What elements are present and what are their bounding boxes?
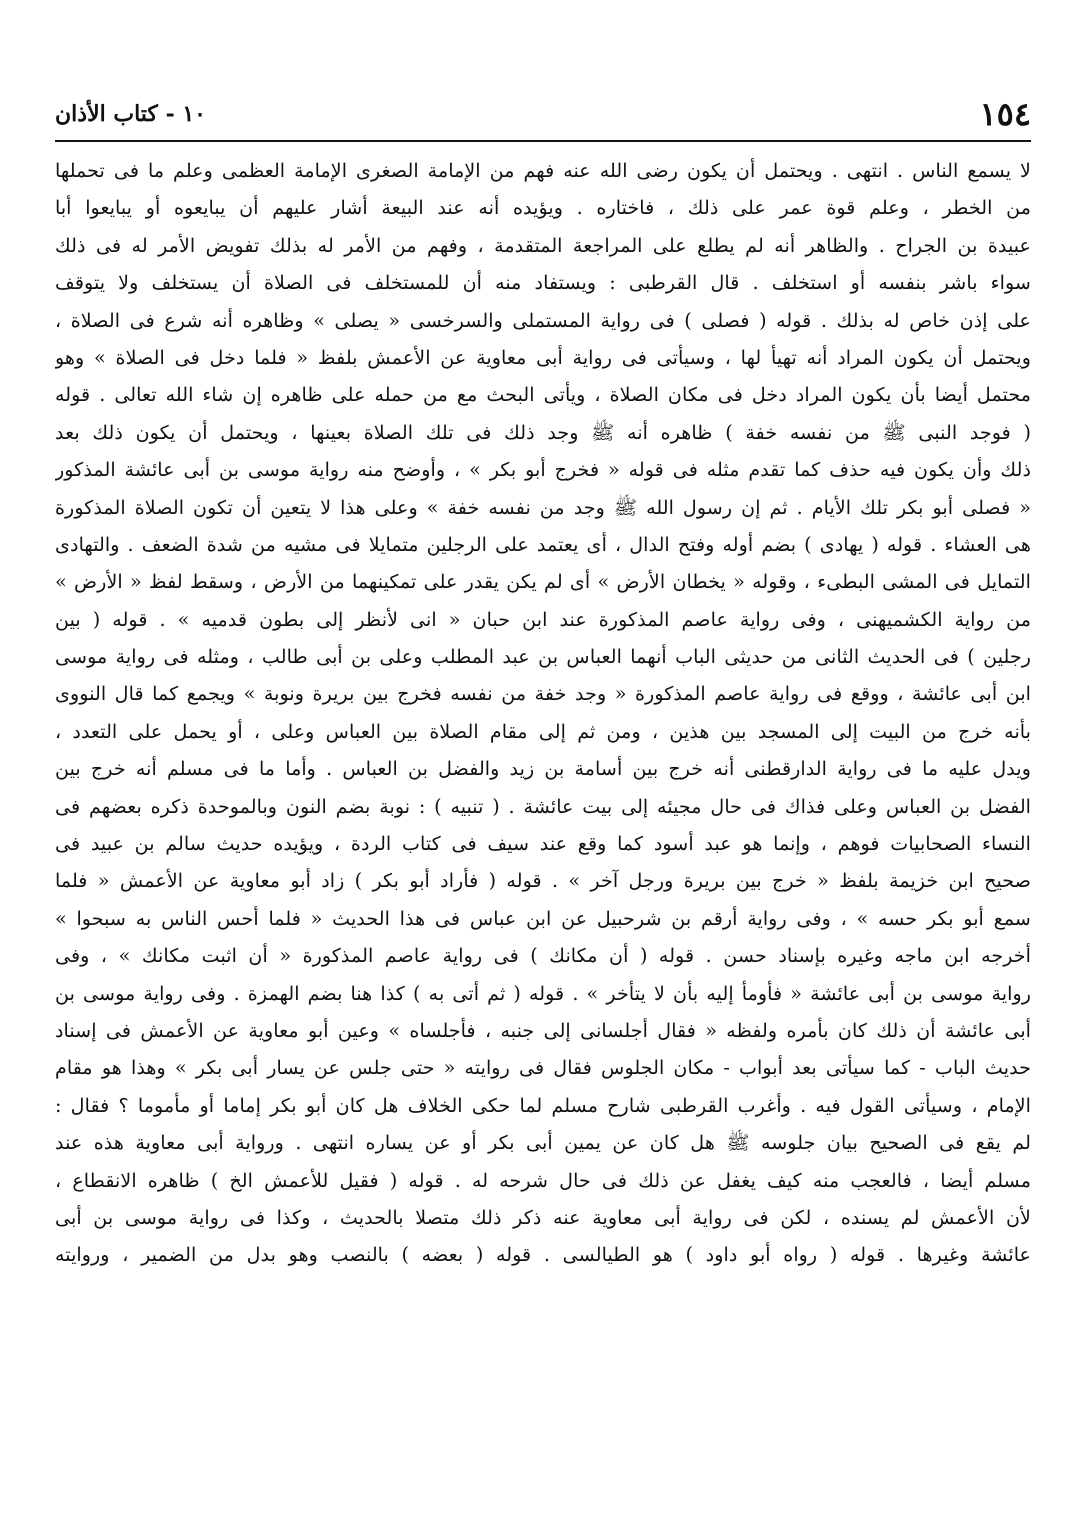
text-line: سمع أبو بكر حسه » ، وفى رواية أرقم بن شرحبيل عن ابن عباس فى هذا الحديث « فلما أحس الناس به سبحوا » — [55, 906, 1031, 930]
text-line — [55, 1349, 1031, 1386]
running-header — [55, 92, 1031, 136]
text-line — [55, 1386, 1031, 1423]
text-line: عائشة وغيرها . قوله ( رواه أبو داود ) هو الطيالسى . قوله ( بعضه ) بالنصب وهو بدل من الضمير ، وروايته — [55, 1243, 1031, 1267]
text-line: محتمل أيضا بأن يكون المراد دخل فى مكان الصلاة ، ويأتى البحث مع من حمله على ظاهره إن شاء الله تعالى . قوله — [55, 383, 1031, 407]
text-line: مسلم أيضا ، فالعجب منه كيف يغفل عن ذلك فى حال شرحه له . قوله ( فقيل للأعمش الخ ) ظاهره الانقطاع ، — [55, 1168, 1031, 1192]
text-line: بأنه خرج من البيت إلى المسجد بين هذين ، ومن ثم إلى مقام الصلاة بين العباس وعلى ، أو يحمل على التعدد ، — [55, 719, 1031, 743]
text-line: من الخطر ، وعلم قوة عمر على ذلك ، فاختاره . ويؤيده أنه عند البيعة أشار عليهم أن يبايعوه أو يبايعوا أبا — [55, 196, 1031, 220]
text-line: الإمام ، وسيأتى القول فيه . وأغرب القرطبى شارح مسلم لما حكى الخلاف هل كان أبو بكر إماما أو مأموما ؟ فقال : — [55, 1093, 1031, 1117]
text-line: الفضل بن العباس وعلى فذاك فى حال مجيئه إلى بيت عائشة . ( تنبيه ) : نوبة بضم النون وبالموحدة ذكره بعضهم فى — [55, 794, 1031, 818]
text-line: حديث الباب - كما سيأتى بعد أبواب - مكان الجلوس فقال فى روايته « حتى جلس عن يسار أبى بكر » وهذا هو مقام — [55, 1056, 1031, 1080]
text-line: صحيح ابن خزيمة بلفظ « خرج بين بريرة ورجل آخر » . قوله ( فأراد أبو بكر ) زاد أبو معاوية عن الأعمش « فلما — [55, 869, 1031, 893]
text-line: عبيدة بن الجراح . والظاهر أنه لم يطلع على المراجعة المتقدمة ، وفهم من الأمر له بذلك تفويض الأمر له فى ذلك — [55, 233, 1031, 257]
text-line: أبى عائشة أن ذلك كان بأمره ولفظه « فقال أجلسانى إلى جنبه ، فأجلساه » وعين أبو معاوية عن الأعمش فى إسناد — [55, 1018, 1031, 1042]
text-line: من رواية الكشميهنى ، وفى رواية عاصم المذكورة عند ابن حبان « انى لأنظر إلى بطون قدميه » . قوله ( بين — [55, 607, 1031, 631]
text-line: لم يقع فى الصحيح بيان جلوسه ﷺ هل كان عن يمين أبى بكر أو عن يساره انتهى . ورواية أبى معاوية هذه عند — [55, 1131, 1031, 1155]
chapter-title: ١٠ - كتاب الأذان — [55, 101, 206, 127]
text-line — [55, 1423, 1031, 1460]
text-line: ويحتمل أن يكون المراد أنه تهيأ لها ، وسيأتى فى رواية أبى معاوية عن الأعمش بلفظ « فلما دخل فى الصلاة » وهو — [55, 345, 1031, 369]
body-text — [55, 152, 1031, 1461]
text-line: « فصلى أبو بكر تلك الأيام . ثم إن رسول الله ﷺ وجد من نفسه خفة » وعلى هذا لا يتعين أن تكون الصلاة المذكورة — [55, 495, 1031, 519]
text-line: النساء الصحابيات فوهم ، وإنما هو عبد أسود كما وقع عند سيف فى كتاب الردة ، ويؤيده حديث سالم بن عبيد فى — [55, 832, 1031, 856]
text-line: رواية موسى بن أبى عائشة « فأومأ إليه بأن لا يتأخر » . قوله ( ثم أتى به ) كذا هنا بضم الهمزة . وفى رواية موسى بن — [55, 981, 1031, 1005]
text-line: ابن أبى عائشة ، ووقع فى رواية عاصم المذكورة « وجد خفة من نفسه فخرج بين بريرة ونوبة » ويجمع كما قال النووى — [55, 682, 1031, 706]
text-line: سواء باشر بنفسه أو استخلف . قال القرطبى : ويستفاد منه أن للمستخلف فى الصلاة أن يستخلف ولا يتوقف — [55, 271, 1031, 295]
text-line — [55, 1274, 1031, 1311]
text-line: لأن الأعمش لم يسنده ، لكن فى رواية أبى معاوية عنه ذكر ذلك متصلا بالحديث ، وكذا فى رواية موسى بن أبى — [55, 1205, 1031, 1229]
text-line: ويدل عليه ما فى رواية الدارقطنى أنه خرج بين أسامة بن زيد والفضل بن العباس . وأما ما فى مسلم أنه خرج بين — [55, 757, 1031, 781]
text-line: التمايل فى المشى البطىء ، وقوله « يخطان الأرض » أى لم يكن يقدر على تمكينهما من الأرض ، وسقط لفظ « الأرض » — [55, 570, 1031, 594]
page-number: ١٥٤ — [979, 95, 1031, 133]
text-line: لا يسمع الناس . انتهى . ويحتمل أن يكون رضى الله عنه فهم من الإمامة الصغرى الإمامة العظمى وعلم ما فى تحملها — [55, 159, 1031, 182]
text-line — [55, 1311, 1031, 1348]
text-line: رجلين ) فى الحديث الثانى من حديثى الباب أنهما العباس بن عبد المطلب وعلى بن أبى طالب ، ومثله فى رواية موسى — [55, 645, 1031, 669]
header-rule — [55, 140, 1031, 142]
text-line: أخرجه ابن ماجه وغيره بإسناد حسن . قوله ( أن مكانك ) فى رواية عاصم المذكورة « أن اثبت مكانك » ، وفى — [55, 944, 1031, 968]
text-line: على إذن خاص له بذلك . قوله ( فصلى ) فى رواية المستملى والسرخسى « يصلى » وظاهره أنه شرع فى الصلاة ، — [55, 308, 1031, 332]
text-line: هى العشاء . قوله ( يهادى ) بضم أوله وفتح الدال ، أى يعتمد على الرجلين متمايلا فى مشيه من شدة الضعف . والتهادى — [55, 532, 1031, 556]
text-line: ذلك وأن يكون فيه حذف كما تقدم مثله فى قوله « فخرج أبو بكر » ، وأوضح منه رواية موسى بن أبى عائشة المذكور — [55, 458, 1031, 482]
text-line: ( فوجد النبى ﷺ من نفسه خفة ) ظاهره أنه ﷺ وجد ذلك فى تلك الصلاة بعينها ، ويحتمل أن يكون ذلك بعد — [55, 420, 1031, 444]
